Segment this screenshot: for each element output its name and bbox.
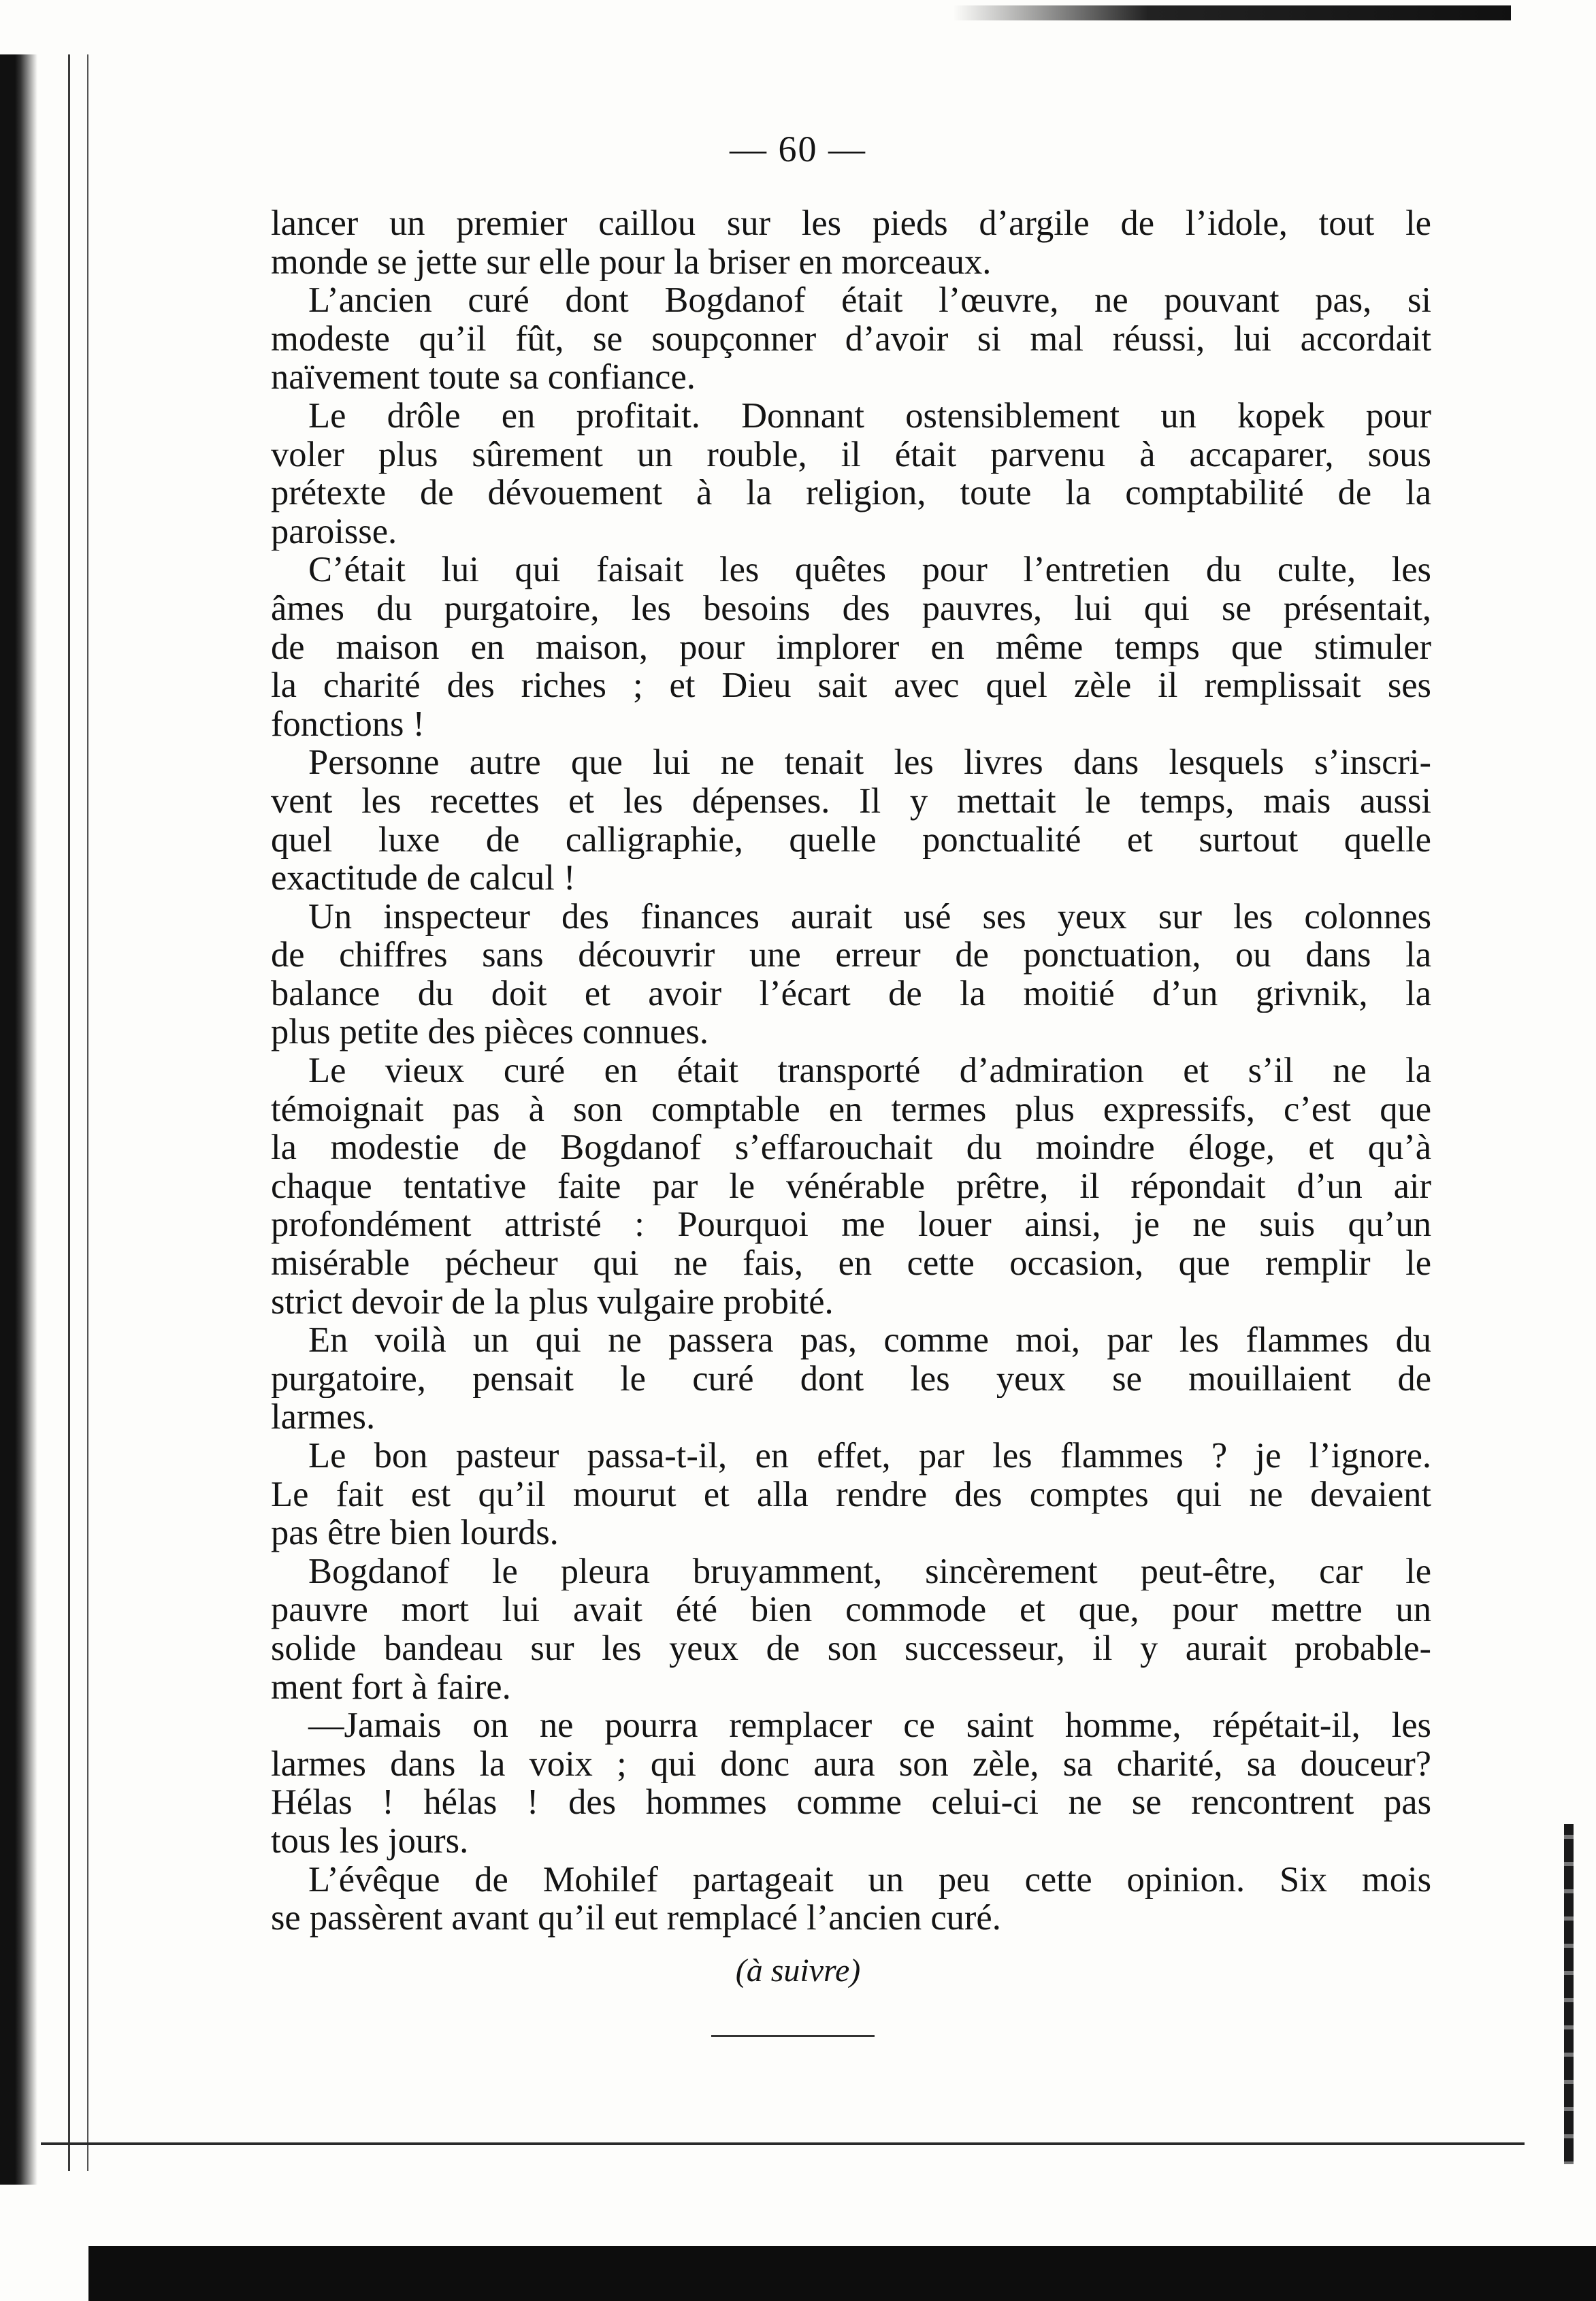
text-line: voler plus sûrement un rouble, il était parvenu à accaparer, sous [271, 435, 1431, 474]
text-line: Le bon pasteur passa-t-il, en effet, par les flammes ? je l’ignore. [308, 1437, 1431, 1475]
end-rule [711, 2035, 875, 2037]
text-line: balance du doit et avoir l’écart de la moitié d’un grivnik, la [271, 974, 1431, 1013]
text-line: —Jamais on ne pourra remplacer ce saint homme, répétait-il, les [308, 1706, 1431, 1745]
continuation-note: (à suivre) [735, 1953, 861, 1989]
text-line: exactitude de calcul ! [271, 859, 576, 898]
text-line: la modestie de Bogdanof s’effarouchait du moindre éloge, et qu’à [271, 1128, 1431, 1167]
text-line: naïvement toute sa confiance. [271, 358, 696, 397]
body-text [271, 204, 1431, 1938]
scan-binding-rule [87, 54, 88, 2171]
page-number: — 60 — [730, 129, 866, 169]
text-line: Le vieux curé en était transporté d’admiration et s’il ne la [308, 1051, 1431, 1090]
text-line: purgatoire, pensait le curé dont les yeux se mouillaient de [271, 1359, 1431, 1399]
text-line: pauvre mort lui avait été bien commode et que, pour mettre un [271, 1590, 1431, 1629]
text-line: se passèrent avant qu’il eut remplacé l’ancien curé. [271, 1899, 1001, 1938]
scan-binding-rule [68, 54, 70, 2171]
text-line: modeste qu’il fût, se soupçonner d’avoir si mal réussi, lui accordait [271, 319, 1431, 359]
scan-artifact-top [953, 5, 1511, 20]
text-line: solide bandeau sur les yeux de son successeur, il y aurait probable- [271, 1629, 1431, 1668]
text-line: tous les jours. [271, 1821, 469, 1861]
scan-artifact-bottom [88, 2246, 1596, 2301]
text-line: L’évêque de Mohilef partageait un peu cette opinion. Six mois [308, 1860, 1431, 1899]
text-line: de maison en maison, pour implorer en même temps que stimuler [271, 627, 1431, 667]
text-line: profondément attristé : Pourquoi me louer ainsi, je ne suis qu’un [271, 1205, 1431, 1245]
text-line: C’était lui qui faisait les quêtes pour l’entretien du culte, les [308, 551, 1431, 589]
text-line: Hélas ! hélas ! des hommes comme celui-ci ne se rencontrent pas [271, 1783, 1431, 1822]
scan-artifact-right [1564, 1824, 1574, 2164]
text-line: L’ancien curé dont Bogdanof était l’œuvre, ne pouvant pas, si [308, 281, 1431, 320]
text-line: plus petite des pièces connues. [271, 1013, 709, 1052]
text-line: de chiffres sans découvrir une erreur de ponctuation, ou dans la [271, 936, 1431, 975]
text-line: vent les recettes et les dépenses. Il y mettait le temps, mais aussi [271, 781, 1431, 821]
text-line: misérable pécheur qui ne fais, en cette occasion, que remplir le [271, 1244, 1431, 1283]
scan-artifact-rule [41, 2142, 1525, 2145]
text-line: Le drôle en profitait. Donnant ostensiblement un kopek pour [308, 396, 1431, 436]
text-line: chaque tentative faite par le vénérable prêtre, il répondait d’un air [271, 1166, 1431, 1206]
text-line: ment fort à faire. [271, 1667, 511, 1707]
text-line: monde se jette sur elle pour la briser en morceaux. [271, 242, 992, 282]
text-line: pas être bien lourds. [271, 1514, 559, 1552]
text-line: En voilà un qui ne passera pas, comme moi, par les flammes du [308, 1321, 1431, 1360]
text-line: âmes du purgatoire, les besoins des pauvres, lui qui se présentait, [271, 589, 1431, 628]
text-line: Un inspecteur des finances aurait usé ses yeux sur les colonnes [308, 897, 1431, 936]
text-line: prétexte de dévouement à la religion, toute la comptabilité de la [271, 474, 1431, 512]
text-line: Bogdanof le pleura bruyamment, sincèrement peut-être, car le [308, 1552, 1431, 1591]
text-line: larmes. [271, 1398, 376, 1437]
text-line: témoignait pas à son comptable en termes plus expressifs, c’est que [271, 1090, 1431, 1129]
scan-binding-edge [0, 54, 37, 2185]
text-line: Le fait est qu’il mourut et alla rendre des comptes qui ne devaient [271, 1475, 1431, 1514]
text-line: quel luxe de calligraphie, quelle ponctualité et surtout quelle [271, 820, 1431, 860]
text-line: Personne autre que lui ne tenait les livres dans lesquels s’inscri- [308, 743, 1431, 782]
text-line: lancer un premier caillou sur les pieds d’argile de l’idole, tout le [271, 204, 1431, 243]
text-line: larmes dans la voix ; qui donc aura son zèle, sa charité, sa douceur? [271, 1744, 1431, 1784]
text-line: la charité des riches ; et Dieu sait avec quel zèle il remplissait ses [271, 666, 1431, 705]
text-line: paroisse. [271, 512, 397, 551]
text-line: strict devoir de la plus vulgaire probité. [271, 1282, 834, 1322]
text-line: fonctions ! [271, 704, 425, 744]
